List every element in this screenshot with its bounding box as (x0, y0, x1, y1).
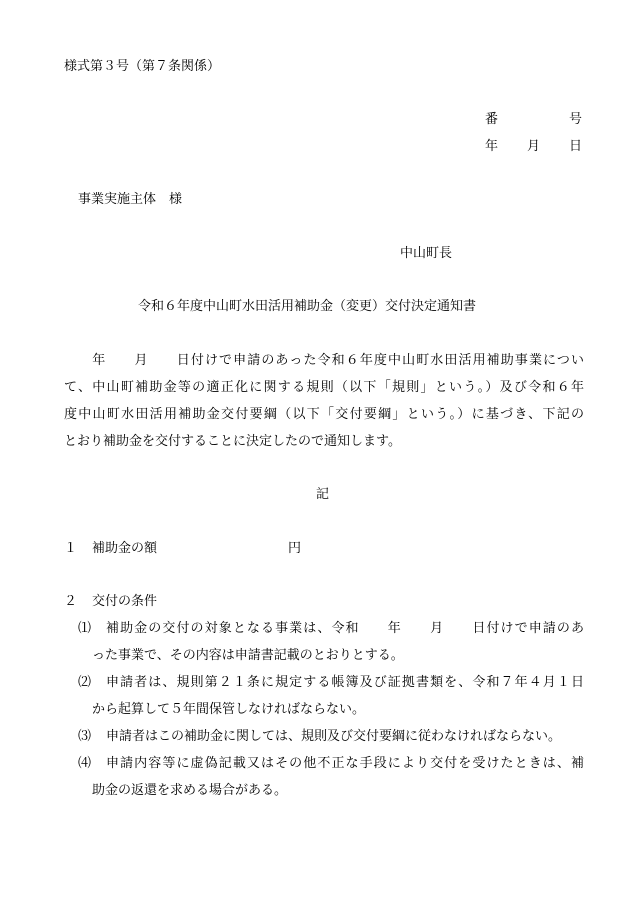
condition-4-mark: ⑷ (78, 756, 92, 771)
condition-4-line-2: 助金の返還を求める場合がある。 (92, 783, 288, 798)
condition-3-line-1: 申請者はこの補助金に関しては、規則及び交付要綱に従わなければならない。 (106, 729, 562, 744)
issuer: 中山町長 (400, 246, 453, 261)
body-line-3: 度中山町水田活用補助金交付要綱（以下「交付要綱」という。）に基づき、下記の (64, 407, 584, 422)
condition-2-line-2: から起算して５年間保管しなければならない。 (92, 702, 366, 717)
date-month-label: 月 (527, 139, 541, 154)
item1-number: １ (64, 541, 78, 556)
condition-1-line-2: った事業で、その内容は申請書記載のとおりとする。 (92, 648, 404, 663)
condition-1-mark: ⑴ (78, 621, 92, 636)
condition-2-mark: ⑵ (78, 675, 92, 690)
item1-label: 補助金の額 (92, 541, 158, 556)
condition-2-line-1: 申請者は、規則第２１条に規定する帳簿及び証拠書類を、令和７年４月１日 (106, 675, 584, 690)
body-line-2: て、中山町補助金等の適正化に関する規則（以下「規則」という。）及び令和６年 (64, 380, 584, 395)
item2-number: ２ (64, 594, 78, 609)
body-line-4: とおり補助金を交付することに決定したので通知します。 (64, 434, 401, 449)
condition-1-line-1: 補助金の交付の対象となる事業は、令和 年 月 日付けで申請のあ (106, 621, 584, 636)
condition-4-line-1: 申請内容等に虚偽記載又はその他不正な手段により交付を受けたときは、補 (106, 756, 584, 771)
condition-3-mark: ⑶ (78, 729, 92, 744)
item1-unit: 円 (288, 541, 302, 556)
number-suffix: 号 (569, 112, 583, 127)
body-line-1: 年 月 日付けで申請のあった令和６年度中山町水田活用補助事業につい (64, 353, 584, 368)
number-label: 番 (485, 112, 499, 127)
page-title: 令和６年度中山町水田活用補助金（変更）交付決定通知書 (138, 299, 477, 314)
form-number: 様式第３号（第７条関係） (64, 59, 221, 74)
date-year-label: 年 (485, 139, 499, 154)
date-day-label: 日 (569, 139, 583, 154)
ki-heading: 記 (316, 487, 330, 502)
addressee: 事業実施主体 様 (78, 192, 183, 207)
item2-label: 交付の条件 (92, 594, 158, 609)
